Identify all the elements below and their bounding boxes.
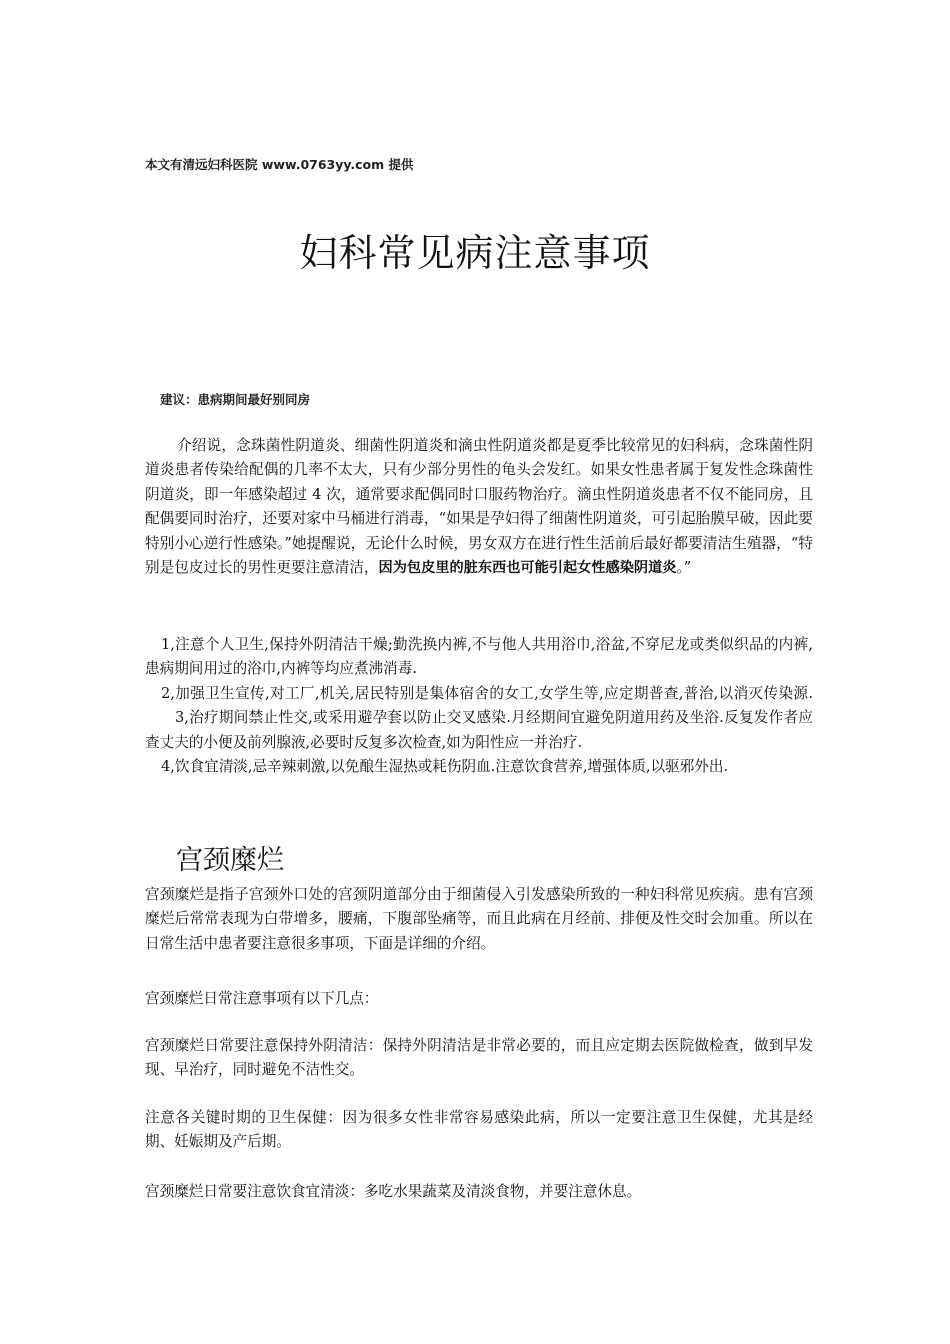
section-paragraph: 宫颈糜烂日常要注意保持外阴清洁：保持外阴清洁是非常必要的，而且应定期去医院做检查，做到早发现、早治疗，同时避免不洁性交。 (145, 1037, 813, 1079)
tips-list (145, 633, 813, 779)
intro-paragraph (145, 434, 813, 580)
tip-item: 1,注意个人卫生,保持外阴清洁干燥;勤洗换内裤,不与他人共用浴巾,浴盆,不穿尼龙或类似织品的内裤,患病期间用过的浴巾,内裤等均应煮沸消毒. (145, 636, 813, 678)
source-credit: 本文有清远妇科医院 www.0763yy.com 提供 (145, 157, 414, 172)
tip-item: 4,饮食宜清淡,忌辛辣刺激,以免酿生湿热或耗伤阴血.注意饮食营养,增强体质,以驱邪外出. (161, 758, 729, 776)
intro-tail: 。” (676, 559, 692, 577)
intro-text: 介绍说，念珠菌性阴道炎、细菌性阴道炎和滴虫性阴道炎都是夏季比较常见的妇科病，念珠菌性阴道炎患者传染给配偶的几率不太大，只有少部分男性的龟头会发红。如果女性患者属于复发性念珠菌性阴道炎，即一年感染超过 4 次，通常要求配偶同时口服药物治疗。滴虫性阴道炎患者不仅不能同房，且配偶要同时治疗，还要对家中马桶进行消毒，“如果是孕妇得了细菌性阴道炎，可引起胎膜早破，因此要特别小心逆行性感染。”她提醒说，无论什么时候，男女双方在进行性生活前后最好都要清洁生殖器，“特别是包皮过长的男性更要注意清洁， (145, 437, 813, 577)
section-paragraph: 宫颈糜烂是指子宫颈外口处的宫颈阴道部分由于细菌侵入引发感染所致的一种妇科常见疾病。患有宫颈糜烂后常常表现为白带增多，腰痛，下腹部坠痛等，而且此病在月经前、排便及性交时会加重。所以在日常生活中患者要注意很多事项，下面是详细的介绍。 (145, 886, 813, 952)
section-paragraph: 宫颈糜烂日常要注意饮食宜清淡：多吃水果蔬菜及清淡食物，并要注意休息。 (145, 1183, 642, 1200)
section-paragraph: 宫颈糜烂日常注意事项有以下几点： (145, 990, 379, 1007)
tip-item-3: 3,治疗期间禁止性交,或采用避孕套以防止交叉感染.月经期间宜避免阴道用药及坐浴.反复发作者应查丈夫的小便及前列腺液,必要时反复多次检查,如为阳性应一并治疗. (145, 709, 813, 751)
document-title: 妇科常见病注意事项 (299, 231, 651, 275)
advice-subheading: 建议：患病期间最好别同房 (160, 392, 311, 407)
tip-item (145, 682, 813, 755)
intro-bold-text: 因为包皮里的脏东西也可能引起女性感染阴道炎 (378, 560, 677, 577)
section-paragraph: 注意各关键时期的卫生保健：因为很多女性非常容易感染此病，所以一定要注意卫生保健，尤其是经期、妊娠期及产后期。 (145, 1109, 813, 1151)
section-heading: 宫颈糜烂 (176, 845, 284, 876)
tip-item-2: 2,加强卫生宣传,对工厂,机关,居民特别是集体宿舍的女工,女学生等,应定期普查,普治,以消灭传染源. (161, 684, 813, 702)
